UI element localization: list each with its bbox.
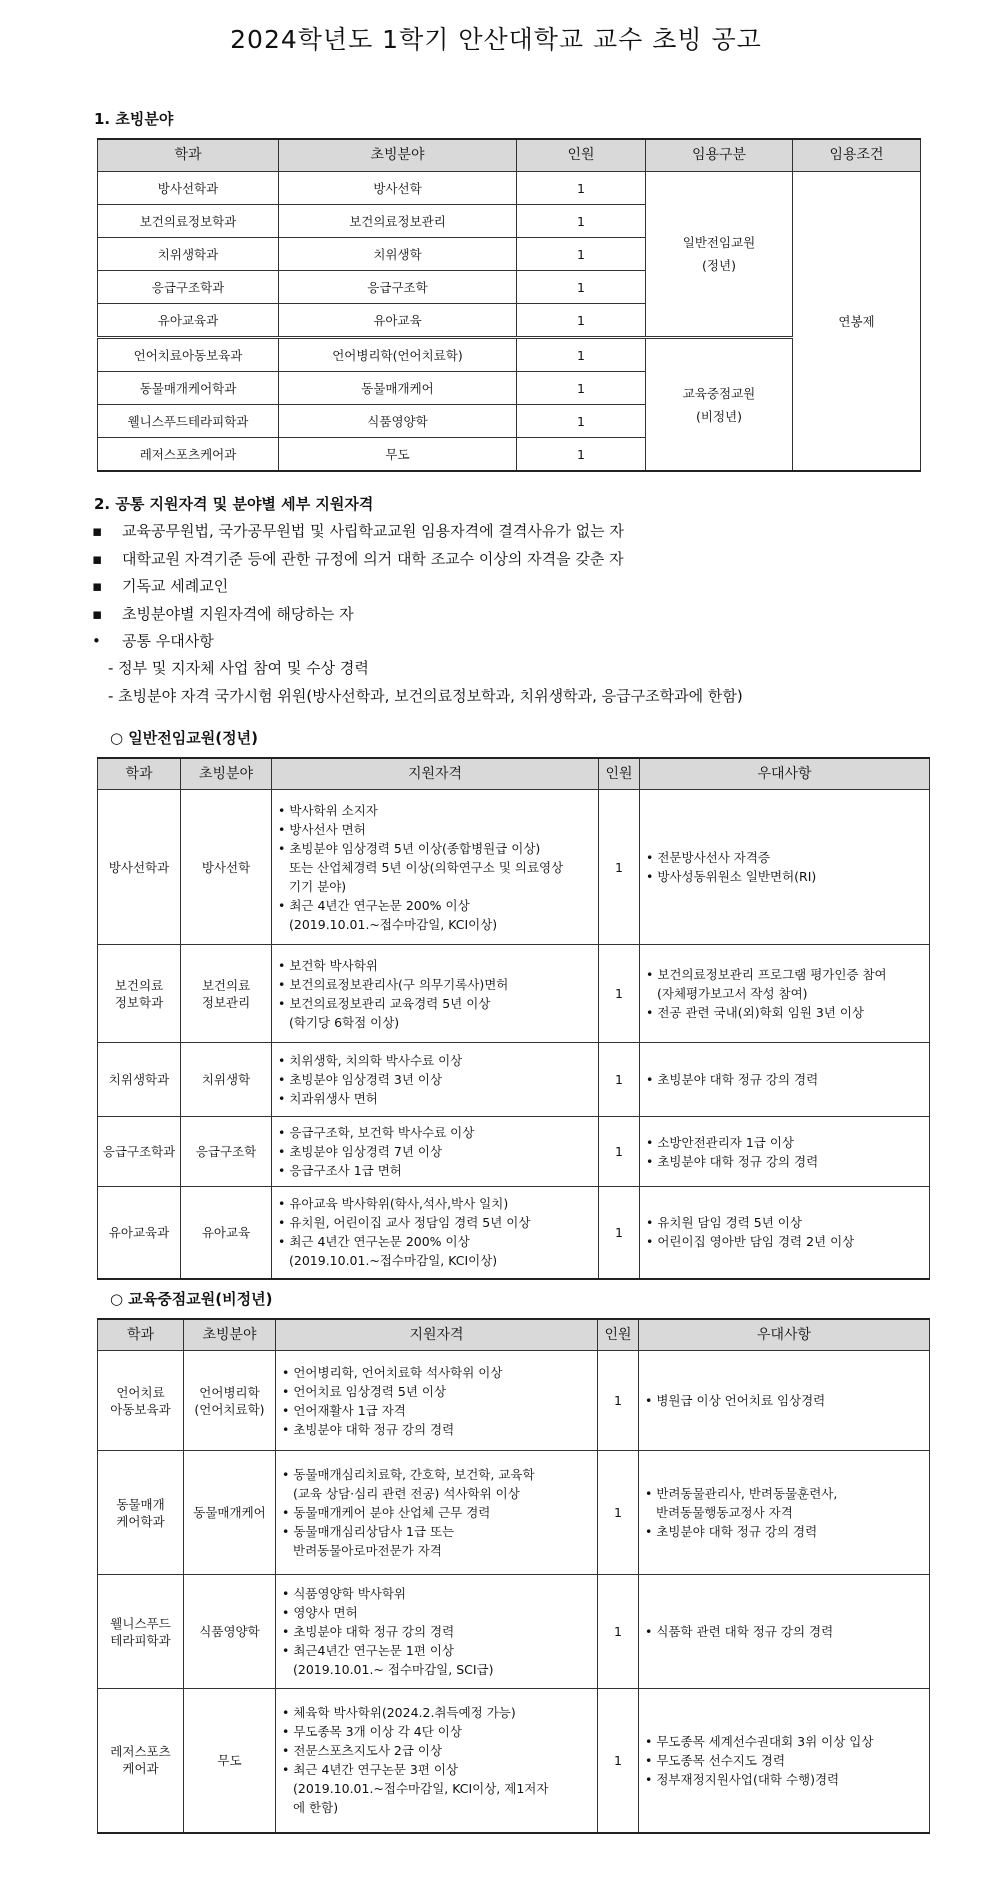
qualification-line: • 언어치료 임상경력 5년 이상 xyxy=(282,1383,447,1399)
qualification-line: • 동물매개심리상담사 1급 또는 xyxy=(282,1524,455,1539)
dept-line: 정보학과 xyxy=(114,994,164,1010)
dept-cell xyxy=(98,1043,181,1117)
count-cell: 1 xyxy=(599,1187,640,1279)
bullet-text: 교육공무원법, 국가공무원법 및 사립학교교원 임용자격에 결격사유가 없는 자 xyxy=(122,522,624,540)
qualification-line: • 보건학 박사학위 xyxy=(278,957,378,973)
count-cell: 1 xyxy=(598,1575,639,1689)
preference-line: • 보건의료정보관리 프로그램 평가인증 참여 xyxy=(646,967,887,982)
preference-cell xyxy=(640,1043,930,1117)
dept-cell: 웰니스푸드테라피학과 xyxy=(98,405,279,438)
qualification-line: • 전문스포츠지도사 2급 이상 xyxy=(282,1743,443,1759)
field-cell: 언어병리학(언어치료학) xyxy=(279,338,517,372)
qualification-line: (2019.10.01.~접수마감일, KCI이상) xyxy=(289,1253,498,1269)
bullet-text: 대학교원 자격기준 등에 관한 규정에 의거 대학 조교수 이상의 자격을 갖춘 자 xyxy=(122,549,624,568)
header-preference: 우대사항 xyxy=(639,1319,930,1351)
field-line: 언어병리학 xyxy=(199,1384,260,1400)
table-row xyxy=(98,1043,930,1117)
qualification-line: • 체육학 박사학위(2024.2.취득예정 가능) xyxy=(282,1705,516,1721)
count-cell: 1 xyxy=(598,1351,639,1451)
qualification-line: • 언어재활사 1급 자격 xyxy=(282,1402,406,1418)
count-cell: 1 xyxy=(598,1451,639,1575)
dept-line: 보건의료 xyxy=(114,977,164,993)
preference-line: 반려동물행동교정사 자격 xyxy=(656,1505,793,1520)
dept-cell xyxy=(98,1351,184,1451)
bullet-marker: ▪ xyxy=(92,522,103,540)
preference-line: • 소방안전관리자 1급 이상 xyxy=(646,1134,794,1150)
field-line: 보건의료 xyxy=(201,977,251,993)
header-field: 초빙분야 xyxy=(279,139,517,172)
count-cell: 1 xyxy=(517,372,646,405)
tenure-table-heading: ○ 일반전임교원(정년) xyxy=(110,729,258,747)
header-count: 인원 xyxy=(599,758,640,790)
qualification-cell xyxy=(272,1043,599,1117)
qualification-line: (학기당 6학점 이상) xyxy=(289,1014,400,1030)
qualification-line: • 무도종목 3개 이상 각 4단 이상 xyxy=(282,1724,462,1740)
count-cell: 1 xyxy=(517,338,646,372)
section-2-heading: 2. 공통 지원자격 및 분야별 세부 지원자격 xyxy=(94,495,374,513)
preference-line: • 유치원 담임 경력 5년 이상 xyxy=(646,1215,802,1231)
preference-cell xyxy=(640,1187,930,1279)
preference-line: • 초빙분야 대학 정규 강의 경력 xyxy=(646,1072,819,1087)
dept-cell xyxy=(98,1117,181,1187)
type-line: 교육중점교원 xyxy=(682,385,756,401)
header-dept: 학과 xyxy=(98,139,279,172)
dept-cell xyxy=(98,1689,184,1833)
dept-line: 웰니스푸드 xyxy=(110,1615,171,1631)
header-qualification: 지원자격 xyxy=(272,758,599,790)
qualification-line: • 식품영양학 박사학위 xyxy=(282,1586,406,1601)
table-row xyxy=(98,1575,930,1689)
dept-cell xyxy=(98,945,181,1043)
qualification-line: 기기 분야) xyxy=(289,878,347,894)
field-cell: 유아교육 xyxy=(279,304,517,338)
header-field: 초빙분야 xyxy=(184,1319,276,1351)
dept-line: 아동보육과 xyxy=(110,1401,171,1417)
bullet-text: 공통 우대사항 xyxy=(122,632,214,650)
count-cell: 1 xyxy=(517,238,646,271)
bullet-marker: • xyxy=(92,632,101,650)
field-line: 유아교육 xyxy=(201,1224,251,1240)
type-cell-tenure xyxy=(646,172,793,338)
preference-cell xyxy=(639,1451,930,1575)
qualification-line: • 보건의료정보관리 교육경력 5년 이상 xyxy=(278,995,491,1011)
qualification-cell xyxy=(272,1187,599,1279)
count-cell: 1 xyxy=(517,205,646,238)
count-cell: 1 xyxy=(517,405,646,438)
dept-cell: 언어치료아동보육과 xyxy=(98,338,279,372)
qualification-cell xyxy=(276,1689,598,1833)
field-line: 응급구조학 xyxy=(195,1144,257,1159)
qualification-line: • 초빙분야 대학 정규 강의 경력 xyxy=(282,1624,455,1639)
dept-line: 케어과 xyxy=(122,1761,159,1777)
bullet-text: 기독교 세례교인 xyxy=(122,577,229,595)
field-cell: 식품영양학 xyxy=(279,405,517,438)
field-cell xyxy=(181,1043,272,1117)
qualification-line: (2019.10.01.~접수마감일, KCI이상) xyxy=(289,916,498,932)
dept-line: 응급구조학과 xyxy=(102,1144,176,1159)
preference-cell xyxy=(639,1689,930,1833)
dept-line: 테라피학과 xyxy=(110,1632,171,1648)
bullet-marker: ▪ xyxy=(92,604,103,623)
preference-line: • 전문방사선사 자격증 xyxy=(646,850,770,865)
qualification-line: • 초빙분야 임상경력 5년 이상(종합병원급 이상) xyxy=(278,840,541,856)
field-cell: 치위생학 xyxy=(279,238,517,271)
field-line: 식품영양학 xyxy=(199,1624,260,1639)
field-cell: 응급구조학 xyxy=(279,271,517,304)
dept-line: 레저스포츠 xyxy=(110,1744,171,1760)
header-preference: 우대사항 xyxy=(640,758,930,790)
qualification-line: • 동물매개심리치료학, 간호학, 보건학, 교육학 xyxy=(282,1467,535,1482)
dept-line: 동물매개 xyxy=(116,1496,165,1512)
table-row xyxy=(98,1351,930,1451)
qualification-line: • 치위생학, 치의학 박사수료 이상 xyxy=(278,1053,463,1068)
qualification-cell xyxy=(272,945,599,1043)
header-type: 임용구분 xyxy=(646,139,793,172)
preference-line: • 방사성동위원소 일반면허(RI) xyxy=(646,869,817,884)
dept-cell xyxy=(98,1187,181,1279)
field-cell xyxy=(181,1187,272,1279)
preference-line: • 무도종목 세계선수권대회 3위 이상 입상 xyxy=(645,1733,874,1749)
qualification-line: • 동물매개케어 분야 산업체 근무 경력 xyxy=(282,1505,491,1520)
header-count: 인원 xyxy=(598,1319,639,1351)
dept-line: 언어치료 xyxy=(116,1384,165,1400)
count-cell: 1 xyxy=(517,271,646,304)
qualification-line: • 최근 4년간 연구논문 3편 이상 xyxy=(282,1762,458,1778)
count-cell: 1 xyxy=(517,438,646,472)
qualification-bullet-list xyxy=(92,518,624,656)
preference-line: • 병원급 이상 언어치료 임상경력 xyxy=(645,1393,826,1408)
preference-cell xyxy=(640,790,930,945)
header-field: 초빙분야 xyxy=(181,758,272,790)
field-cell xyxy=(181,790,272,945)
sub-item: - 정부 및 지자체 사업 참여 및 수상 경력 xyxy=(108,659,369,677)
preference-cell xyxy=(640,945,930,1043)
condition-cell: 연봉제 xyxy=(793,172,921,472)
field-line: (언어치료학) xyxy=(194,1401,265,1417)
qualification-line: • 유아교육 박사학위(학사,석사,박사 일치) xyxy=(278,1196,509,1212)
qualification-line: (2019.10.01.~접수마감일, KCI이상, 제1저자 xyxy=(293,1781,549,1797)
list-item xyxy=(92,601,624,629)
table-row xyxy=(98,1689,930,1833)
dept-line: 유아교육과 xyxy=(108,1224,170,1240)
qualification-line: • 보건의료정보관리사(구 의무기록사)면허 xyxy=(278,976,509,992)
dept-cell: 치위생학과 xyxy=(98,238,279,271)
qualification-line: • 방사선사 면허 xyxy=(278,821,366,837)
list-item xyxy=(92,518,624,546)
preference-cell xyxy=(639,1575,930,1689)
field-cell xyxy=(184,1689,276,1833)
page-title: 2024학년도 1학기 안산대학교 교수 초빙 공고 xyxy=(230,25,762,54)
field-cell: 동물매개케어 xyxy=(279,372,517,405)
sub-item: - 초빙분야 자격 국가시험 위원(방사선학과, 보건의료정보학과, 치위생학과, 응급구조학과에 한함) xyxy=(108,687,743,705)
qualification-cell xyxy=(272,790,599,945)
count-cell: 1 xyxy=(517,172,646,205)
field-cell xyxy=(181,945,272,1043)
table-row xyxy=(98,1451,930,1575)
type-line: 일반전임교원 xyxy=(682,235,756,250)
table-row xyxy=(98,1187,930,1279)
qualification-line: • 초빙분야 임상경력 7년 이상 xyxy=(278,1144,443,1159)
table-row xyxy=(98,172,921,205)
section-1-heading: 1. 초빙분야 xyxy=(94,110,174,128)
list-item xyxy=(92,628,624,656)
preference-cell xyxy=(640,1117,930,1187)
dept-cell: 유아교육과 xyxy=(98,304,279,338)
teaching-qualification-table xyxy=(97,1318,930,1834)
qualification-line: 에 한함) xyxy=(293,1800,339,1816)
dept-cell xyxy=(98,1575,184,1689)
field-line: 방사선학 xyxy=(201,859,251,875)
table-row xyxy=(98,790,930,945)
header-dept: 학과 xyxy=(98,758,181,790)
field-cell xyxy=(184,1575,276,1689)
qualification-line: • 최근 4년간 연구논문 200% 이상 xyxy=(278,897,470,913)
field-cell xyxy=(184,1351,276,1451)
field-cell xyxy=(184,1451,276,1575)
qualification-cell xyxy=(276,1451,598,1575)
dept-line: 치위생학과 xyxy=(108,1072,170,1087)
field-line: 정보관리 xyxy=(201,994,251,1010)
table-row xyxy=(98,1117,930,1187)
qualification-line: • 유치원, 어린이집 교사 정담임 경력 5년 이상 xyxy=(278,1215,531,1231)
table-header-row xyxy=(98,758,930,790)
preference-line: • 어린이집 영아반 담임 경력 2년 이상 xyxy=(646,1234,855,1250)
dept-line: 케어학과 xyxy=(116,1513,165,1529)
dept-cell: 방사선학과 xyxy=(98,172,279,205)
field-cell xyxy=(181,1117,272,1187)
preference-line: • 식품학 관련 대학 정규 강의 경력 xyxy=(645,1624,834,1639)
type-line: (정년) xyxy=(702,258,736,273)
dept-cell: 보건의료정보학과 xyxy=(98,205,279,238)
type-cell-teaching xyxy=(646,338,793,472)
list-item xyxy=(92,546,624,574)
preference-line: • 무도종목 선수지도 경력 xyxy=(645,1752,786,1768)
dept-line: 방사선학과 xyxy=(108,859,170,875)
bullet-marker: ▪ xyxy=(92,549,103,568)
field-cell: 방사선학 xyxy=(279,172,517,205)
qualification-line: 또는 산업체경력 5년 이상(의학연구소 및 의료영상 xyxy=(289,859,564,875)
qualification-line: • 영양사 면허 xyxy=(282,1605,358,1620)
field-cell: 무도 xyxy=(279,438,517,472)
count-cell: 1 xyxy=(599,1043,640,1117)
dept-cell: 레저스포츠케어과 xyxy=(98,438,279,472)
qualification-line: • 초빙분야 대학 정규 강의 경력 xyxy=(282,1421,455,1437)
dept-cell: 응급구조학과 xyxy=(98,271,279,304)
bullet-text: 초빙분야별 지원자격에 해당하는 자 xyxy=(122,604,354,623)
count-cell: 1 xyxy=(599,945,640,1043)
header-count: 인원 xyxy=(517,139,646,172)
count-cell: 1 xyxy=(598,1689,639,1833)
qualification-line: • 최근4년간 연구논문 1편 이상 xyxy=(282,1643,454,1658)
recruitment-field-table xyxy=(97,138,921,472)
field-cell: 보건의료정보관리 xyxy=(279,205,517,238)
header-condition: 임용조건 xyxy=(793,139,921,172)
header-qualification: 지원자격 xyxy=(276,1319,598,1351)
table-header-row xyxy=(98,1319,930,1351)
count-cell: 1 xyxy=(517,304,646,338)
dept-cell xyxy=(98,790,181,945)
preference-line: • 전공 관련 국내(외)학회 임원 3년 이상 xyxy=(646,1005,864,1020)
qualification-line: 반려동물아로마전문가 자격 xyxy=(293,1543,442,1558)
table-header-row xyxy=(98,139,921,172)
dept-cell: 동물매개케어학과 xyxy=(98,372,279,405)
bullet-marker: ▪ xyxy=(92,577,103,595)
list-item xyxy=(92,573,624,601)
qualification-line: • 언어병리학, 언어치료학 석사학위 이상 xyxy=(282,1364,503,1380)
field-line: 동물매개케어 xyxy=(193,1505,266,1520)
dept-cell xyxy=(98,1451,184,1575)
teaching-table-heading: ○ 교육중점교원(비정년) xyxy=(110,1290,273,1308)
qualification-cell xyxy=(276,1575,598,1689)
qualification-line: • 박사학위 소지자 xyxy=(278,802,378,818)
header-dept: 학과 xyxy=(98,1319,184,1351)
preference-line: • 반려동물관리사, 반려동물훈련사, xyxy=(645,1486,838,1501)
qualification-line: • 응급구조학, 보건학 박사수료 이상 xyxy=(278,1125,475,1140)
qualification-line: • 최근 4년간 연구논문 200% 이상 xyxy=(278,1234,470,1250)
count-cell: 1 xyxy=(599,790,640,945)
table-row xyxy=(98,945,930,1043)
qualification-cell xyxy=(276,1351,598,1451)
type-line: (비정년) xyxy=(696,408,742,424)
preference-cell xyxy=(639,1351,930,1451)
qualification-line: (2019.10.01.~ 접수마감일, SCI급) xyxy=(293,1662,494,1677)
preference-line: • 정부재정지원사업(대학 수행)경력 xyxy=(645,1771,840,1787)
field-line: 무도 xyxy=(217,1752,242,1768)
qualification-cell xyxy=(272,1117,599,1187)
count-cell: 1 xyxy=(599,1117,640,1187)
qualification-line: • 초빙분야 임상경력 3년 이상 xyxy=(278,1072,443,1087)
field-line: 치위생학 xyxy=(201,1072,251,1087)
preference-line: (자체평가보고서 작성 참여) xyxy=(657,986,808,1001)
tenure-qualification-table xyxy=(97,757,930,1280)
qualification-line: (교육 상담·심리 관련 전공) 석사학위 이상 xyxy=(293,1486,520,1501)
preference-line: • 초빙분야 대학 정규 강의 경력 xyxy=(645,1524,818,1539)
qualification-line: • 응급구조사 1급 면허 xyxy=(278,1163,402,1178)
preference-line: • 초빙분야 대학 정규 강의 경력 xyxy=(646,1153,819,1169)
qualification-line: • 치과위생사 면허 xyxy=(278,1091,378,1106)
